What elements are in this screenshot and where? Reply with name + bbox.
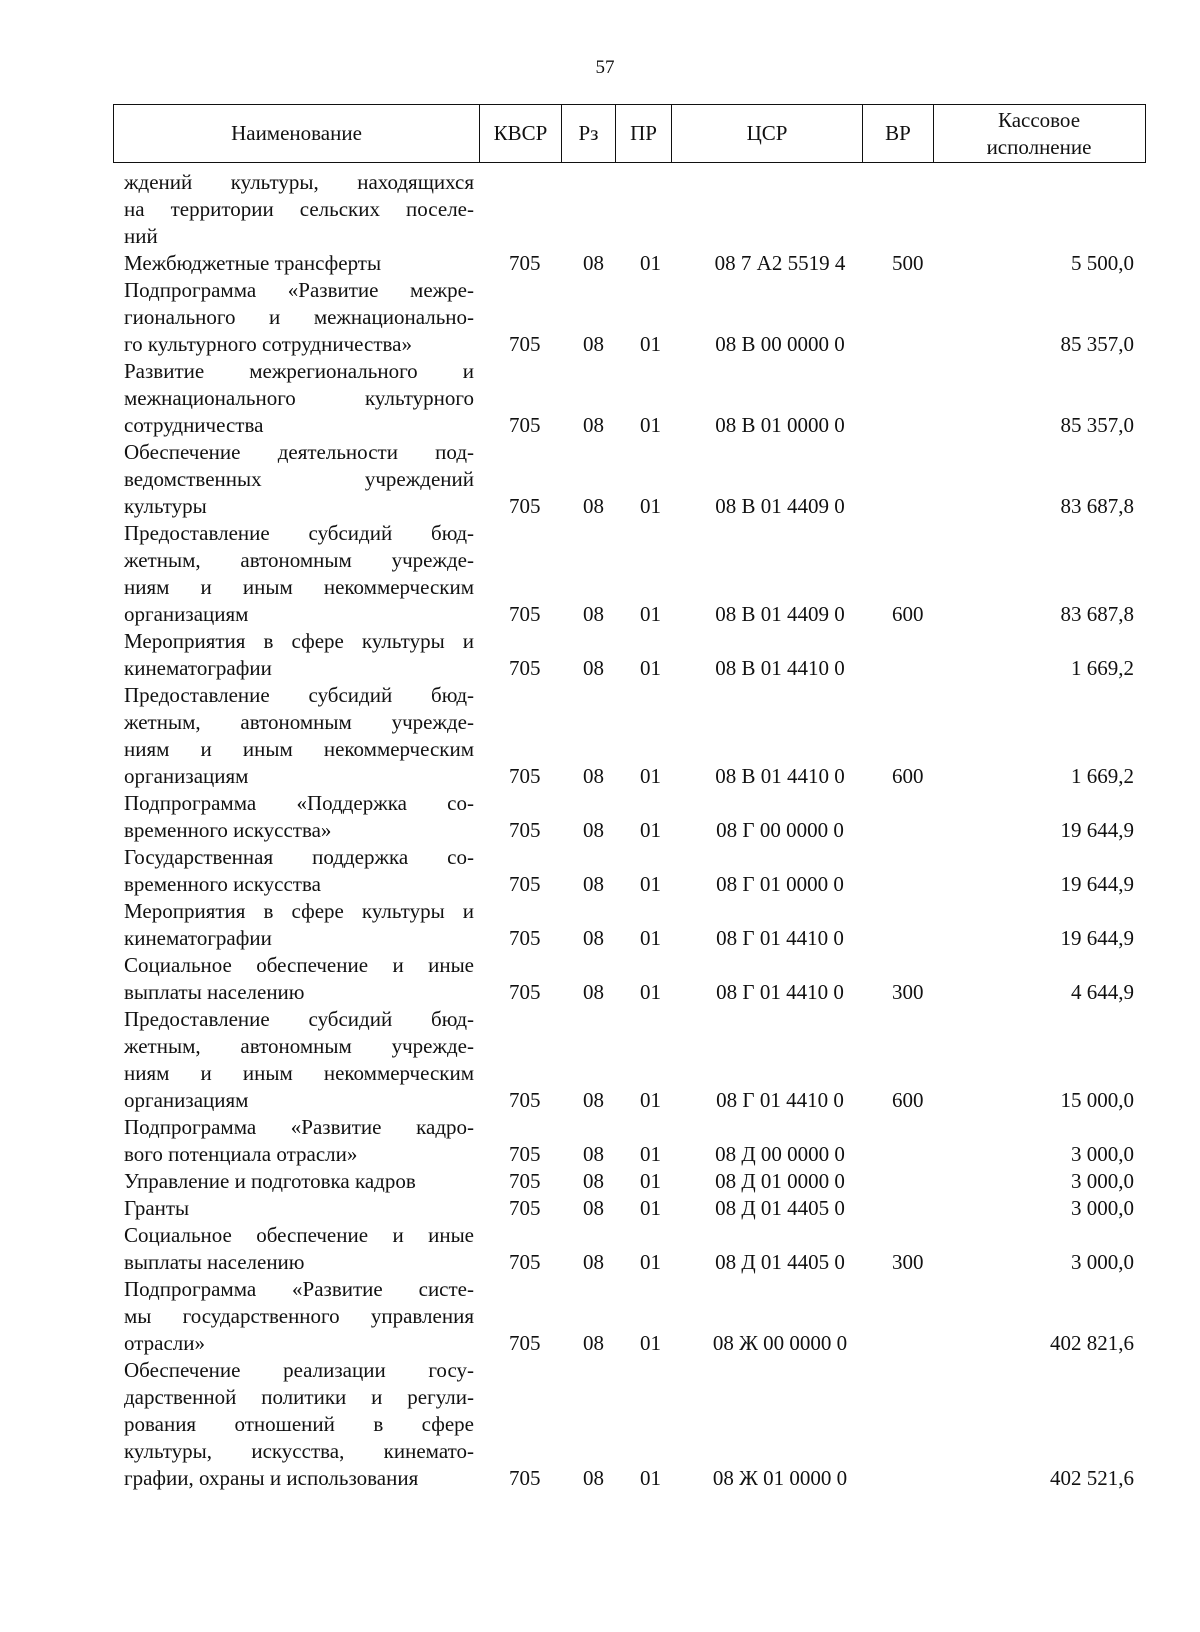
row-name <box>124 682 474 790</box>
row-name-line: Подпрограмма «Развитие систе- <box>124 1277 474 1301</box>
table-row <box>0 439 1200 520</box>
row-csr: 08 Ж 01 0000 0 <box>712 1466 848 1490</box>
row-name-line: временного искусства <box>124 872 321 896</box>
row-kvsr: 705 <box>509 332 541 356</box>
row-name <box>124 169 474 250</box>
row-name <box>124 1276 474 1357</box>
row-amount: 402 821,6 <box>1050 1331 1134 1355</box>
row-name-line: графии, охраны и использования <box>124 1466 419 1490</box>
row-amount: 3 000,0 <box>1071 1250 1134 1274</box>
table-row <box>0 628 1200 682</box>
row-kvsr: 705 <box>509 1169 541 1193</box>
row-csr: 08 В 01 4409 0 <box>715 494 845 518</box>
row-csr: 08 В 01 0000 0 <box>715 413 845 437</box>
row-name-line: мы государственного управления <box>124 1304 474 1328</box>
row-name-line: ведомственных учреждений <box>124 467 474 491</box>
row-name-line: ниям и иным некоммерческим <box>124 575 474 599</box>
row-amount: 3 000,0 <box>1071 1196 1134 1220</box>
row-amount: 19 644,9 <box>1060 872 1134 896</box>
row-kvsr: 705 <box>509 1196 541 1220</box>
row-rz: 08 <box>583 764 604 788</box>
row-name <box>124 520 474 628</box>
row-kvsr: 705 <box>509 494 541 518</box>
row-name-line: Социальное обеспечение и иные <box>124 953 474 977</box>
row-pr: 01 <box>640 980 661 1004</box>
row-vr: 500 <box>892 251 924 275</box>
row-rz: 08 <box>583 413 604 437</box>
row-pr: 01 <box>640 1196 661 1220</box>
row-kvsr: 705 <box>509 980 541 1004</box>
table-row <box>0 1006 1200 1114</box>
row-name-line: временного искусства» <box>124 818 332 842</box>
row-pr: 01 <box>640 1331 661 1355</box>
row-name-line: отрасли» <box>124 1331 206 1355</box>
row-name-line: сотрудничества <box>124 413 264 437</box>
row-name-line: Предоставление субсидий бюд- <box>124 1007 474 1031</box>
row-kvsr: 705 <box>509 1088 541 1112</box>
row-amount: 1 669,2 <box>1071 764 1134 788</box>
row-csr: 08 В 01 4409 0 <box>715 602 845 626</box>
row-csr: 08 Ж 00 0000 0 <box>712 1331 848 1355</box>
row-amount: 83 687,8 <box>1060 494 1134 518</box>
row-pr: 01 <box>640 872 661 896</box>
row-name-line: кинематографии <box>124 656 272 680</box>
row-name <box>124 1357 474 1492</box>
row-rz: 08 <box>583 1196 604 1220</box>
row-name-line: организациям <box>124 1088 249 1112</box>
row-rz: 08 <box>583 1466 604 1490</box>
row-vr: 600 <box>892 602 924 626</box>
row-name-line: Мероприятия в сфере культуры и <box>124 629 474 653</box>
row-amount: 402 521,6 <box>1050 1466 1134 1490</box>
row-csr: 08 Г 01 4410 0 <box>716 926 844 950</box>
row-name-line: Обеспечение деятельности под- <box>124 440 474 464</box>
row-name-line: культуры <box>124 494 207 518</box>
row-csr: 08 Г 01 0000 0 <box>716 872 844 896</box>
row-name <box>124 250 474 277</box>
header-name: Наименование <box>231 121 362 145</box>
row-name-line: Подпрограмма «Развитие межре- <box>124 278 474 302</box>
row-pr: 01 <box>640 926 661 950</box>
row-csr: 08 7 А2 5519 4 <box>714 251 846 275</box>
row-name-line: Предоставление субсидий бюд- <box>124 683 474 707</box>
row-pr: 01 <box>640 413 661 437</box>
row-pr: 01 <box>640 764 661 788</box>
row-csr: 08 Г 00 0000 0 <box>716 818 844 842</box>
header-amount <box>933 105 1144 162</box>
row-name-line: организациям <box>124 764 249 788</box>
table-row <box>0 250 1200 277</box>
header-csr: ЦСР <box>671 105 862 162</box>
header-amount-line1: Кассовое <box>997 107 1081 132</box>
table-row <box>0 1276 1200 1357</box>
row-rz: 08 <box>583 1088 604 1112</box>
row-name <box>124 790 474 844</box>
table-row <box>0 1195 1200 1222</box>
row-rz: 08 <box>583 1250 604 1274</box>
header-kvsr: КВСР <box>479 105 561 162</box>
row-amount: 3 000,0 <box>1071 1142 1134 1166</box>
row-vr: 300 <box>892 980 924 1004</box>
row-name-line: ниям и иным некоммерческим <box>124 737 474 761</box>
row-kvsr: 705 <box>509 926 541 950</box>
row-pr: 01 <box>640 1142 661 1166</box>
row-pr: 01 <box>640 1169 661 1193</box>
row-rz: 08 <box>583 602 604 626</box>
row-name-line: гионального и межнационально- <box>124 305 474 329</box>
row-rz: 08 <box>583 980 604 1004</box>
row-name-line: Управление и подготовка кадров <box>124 1169 416 1193</box>
row-vr: 600 <box>892 764 924 788</box>
row-amount: 5 500,0 <box>1071 251 1134 275</box>
row-name <box>124 952 474 1006</box>
row-kvsr: 705 <box>509 413 541 437</box>
header-amount-line2: исполнение <box>986 134 1092 159</box>
row-rz: 08 <box>583 872 604 896</box>
row-kvsr: 705 <box>509 1250 541 1274</box>
row-kvsr: 705 <box>509 764 541 788</box>
table-row <box>0 169 1200 250</box>
row-rz: 08 <box>583 926 604 950</box>
row-rz: 08 <box>583 1169 604 1193</box>
row-name <box>124 628 474 682</box>
row-amount: 85 357,0 <box>1060 413 1134 437</box>
table-row <box>0 1357 1200 1492</box>
table-row <box>0 790 1200 844</box>
row-name <box>124 1195 474 1222</box>
row-csr: 08 В 00 0000 0 <box>715 332 845 356</box>
table-row <box>0 682 1200 790</box>
row-name-line: межнационального культурного <box>124 386 474 410</box>
row-pr: 01 <box>640 818 661 842</box>
row-name-line: Социальное обеспечение и иные <box>124 1223 474 1247</box>
row-pr: 01 <box>640 494 661 518</box>
row-name-line: выплаты населению <box>124 980 305 1004</box>
table-row <box>0 520 1200 628</box>
row-name <box>124 1006 474 1114</box>
row-name <box>124 844 474 898</box>
row-name-line: выплаты населению <box>124 1250 305 1274</box>
table-row <box>0 952 1200 1006</box>
row-name-line: Обеспечение реализации госу- <box>124 1358 474 1382</box>
table-header <box>113 104 1146 163</box>
row-name-line: организациям <box>124 602 249 626</box>
row-name-line: жетным, автономным учрежде- <box>124 710 474 734</box>
row-amount: 19 644,9 <box>1060 926 1134 950</box>
row-kvsr: 705 <box>509 602 541 626</box>
row-pr: 01 <box>640 1466 661 1490</box>
table-row <box>0 358 1200 439</box>
row-pr: 01 <box>640 1250 661 1274</box>
row-pr: 01 <box>640 251 661 275</box>
row-name <box>124 439 474 520</box>
header-pr: ПР <box>615 105 671 162</box>
row-amount: 3 000,0 <box>1071 1169 1134 1193</box>
row-name-line: кинематографии <box>124 926 272 950</box>
row-vr: 600 <box>892 1088 924 1112</box>
table-row <box>0 1114 1200 1168</box>
row-name-line: культуры, искусства, кинемато- <box>124 1439 474 1463</box>
row-pr: 01 <box>640 332 661 356</box>
row-csr: 08 Д 01 0000 0 <box>715 1169 845 1193</box>
row-name <box>124 277 474 358</box>
table-row <box>0 844 1200 898</box>
row-amount: 4 644,9 <box>1071 980 1134 1004</box>
row-name-line: на территории сельских поселе- <box>124 197 474 221</box>
row-amount: 83 687,8 <box>1060 602 1134 626</box>
row-name-line: рования отношений в сфере <box>124 1412 474 1436</box>
row-name-line: ждений культуры, находящихся <box>124 170 474 194</box>
row-kvsr: 705 <box>509 1331 541 1355</box>
table-row <box>0 898 1200 952</box>
row-csr: 08 Г 01 4410 0 <box>716 1088 844 1112</box>
row-name-line: Межбюджетные трансферты <box>124 251 382 275</box>
row-rz: 08 <box>583 818 604 842</box>
row-csr: 08 В 01 4410 0 <box>715 764 845 788</box>
row-rz: 08 <box>583 332 604 356</box>
row-name-line: Мероприятия в сфере культуры и <box>124 899 474 923</box>
row-name-line: го культурного сотрудничества» <box>124 332 412 356</box>
row-name-line: Подпрограмма «Развитие кадро- <box>124 1115 474 1139</box>
row-csr: 08 Г 01 4410 0 <box>716 980 844 1004</box>
row-kvsr: 705 <box>509 1466 541 1490</box>
row-kvsr: 705 <box>509 1142 541 1166</box>
row-name <box>124 358 474 439</box>
row-name <box>124 1222 474 1276</box>
row-csr: 08 В 01 4410 0 <box>715 656 845 680</box>
row-name-line: Государственная поддержка со- <box>124 845 474 869</box>
row-amount: 19 644,9 <box>1060 818 1134 842</box>
row-name-line: Развитие межрегионального и <box>124 359 474 383</box>
row-rz: 08 <box>583 494 604 518</box>
header-vr: ВР <box>862 105 933 162</box>
row-name <box>124 1168 474 1195</box>
row-vr: 300 <box>892 1250 924 1274</box>
table-row <box>0 1222 1200 1276</box>
row-kvsr: 705 <box>509 818 541 842</box>
row-rz: 08 <box>583 656 604 680</box>
row-amount: 1 669,2 <box>1071 656 1134 680</box>
row-kvsr: 705 <box>509 251 541 275</box>
table-row <box>0 1168 1200 1195</box>
row-kvsr: 705 <box>509 656 541 680</box>
row-name <box>124 898 474 952</box>
row-name <box>124 1114 474 1168</box>
row-csr: 08 Д 00 0000 0 <box>715 1142 845 1166</box>
table-row <box>0 277 1200 358</box>
row-csr: 08 Д 01 4405 0 <box>715 1196 845 1220</box>
row-pr: 01 <box>640 1088 661 1112</box>
row-name-line: жетным, автономным учрежде- <box>124 548 474 572</box>
row-rz: 08 <box>583 251 604 275</box>
row-name-line: Гранты <box>124 1196 190 1220</box>
row-name-line: Подпрограмма «Поддержка со- <box>124 791 474 815</box>
row-csr: 08 Д 01 4405 0 <box>715 1250 845 1274</box>
header-rz: Рз <box>561 105 615 162</box>
table-body <box>0 169 1200 1492</box>
row-kvsr: 705 <box>509 872 541 896</box>
row-name-line: ний <box>124 224 158 248</box>
row-name-line: ниям и иным некоммерческим <box>124 1061 474 1085</box>
row-name-line: Предоставление субсидий бюд- <box>124 521 474 545</box>
row-name-line: жетным, автономным учрежде- <box>124 1034 474 1058</box>
page-number: 57 <box>595 57 615 78</box>
row-name-line: дарственной политики и регули- <box>124 1385 474 1409</box>
row-rz: 08 <box>583 1142 604 1166</box>
row-pr: 01 <box>640 602 661 626</box>
row-name-line: вого потенциала отрасли» <box>124 1142 358 1166</box>
row-amount: 85 357,0 <box>1060 332 1134 356</box>
row-rz: 08 <box>583 1331 604 1355</box>
row-amount: 15 000,0 <box>1060 1088 1134 1112</box>
row-pr: 01 <box>640 656 661 680</box>
